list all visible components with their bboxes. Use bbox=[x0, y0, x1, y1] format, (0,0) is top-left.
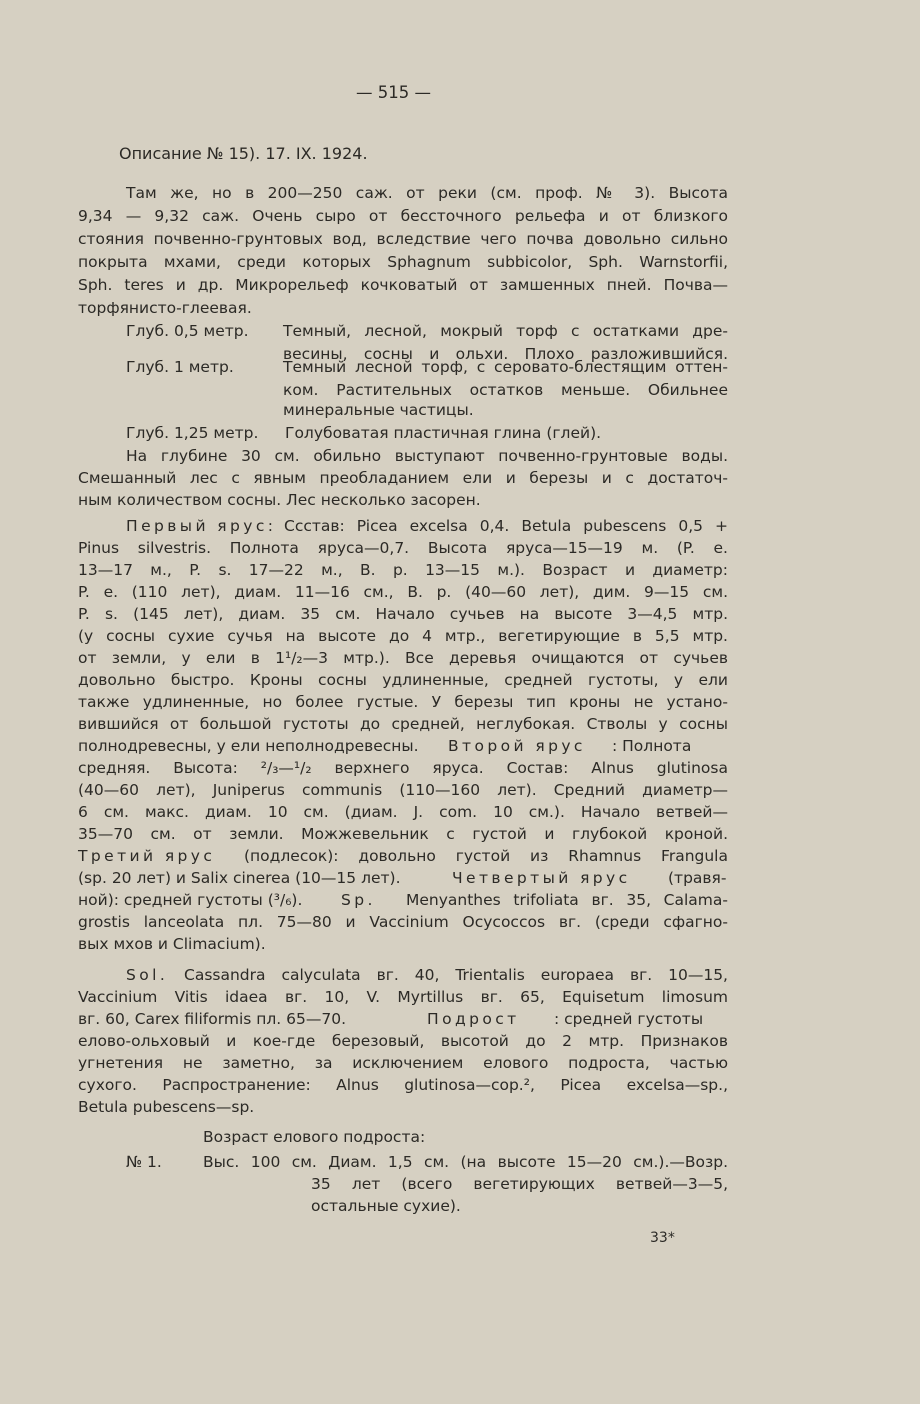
paragraph-line: от земли, у ели в 1¹/₂—3 мтр.). Все деревья очищаются от сучьев bbox=[78, 649, 728, 667]
spaced-term: Первый ярус: bbox=[126, 517, 277, 535]
paragraph-line: : Полнота bbox=[612, 737, 692, 755]
paragraph-line: вившийся от большой густоты до средней, неглубокая. Стволы у сосны bbox=[78, 715, 728, 733]
horizon-description: Голубоватая пластичная глина (глей). bbox=[285, 424, 602, 442]
paragraph-line: Cassandra calyculata вг. 40, Trientalis europaea вг. 10—15, bbox=[184, 966, 728, 984]
page-title: Описание № 15). 17. IX. 1924. bbox=[119, 144, 368, 163]
paragraph-line: ным количеством сосны. Лес несколько засорен. bbox=[78, 491, 481, 509]
spaced-term: Второй ярус bbox=[448, 737, 586, 755]
paragraph-line: средняя. Высота: ²/₃—¹/₂ верхнего яруса. Состав: Alnus glutinosa bbox=[78, 759, 728, 777]
paragraph-line: Pinus silvestris. Полнота яруса—0,7. Высота яруса—15—19 м. (P. e. bbox=[78, 539, 728, 557]
horizon-depth: Глуб. 1 метр. bbox=[126, 358, 234, 376]
spaced-term: Sp. bbox=[341, 891, 376, 909]
paragraph-line: (травя- bbox=[668, 869, 727, 887]
paragraph-line: Ссстав: Picea excelsa 0,4. Betula pubescens 0,5 + bbox=[284, 517, 728, 535]
paragraph-line: P. e. (110 лет), диам. 11—16 см., B. p. (40—60 лет), дим. 9—15 см. bbox=[78, 583, 728, 601]
paragraph-line: ной): средней густоты (³/₆). bbox=[78, 891, 303, 909]
paragraph-line: 6 см. макс. диам. 10 см. (диам. J. com. 10 см.). Начало ветвей— bbox=[78, 803, 728, 821]
paragraph-line: : средней густоты bbox=[554, 1010, 704, 1028]
paragraph-line: угнетения не заметно, за исключением елового подроста, частью bbox=[78, 1054, 728, 1072]
paragraph-line: покрыта мхами, среди которых Sphagnum subbicolor, Sph. Warnstorfii, bbox=[78, 253, 728, 271]
subheading: Возраст елового подроста: bbox=[203, 1128, 426, 1146]
sample-description: остальные сухие). bbox=[311, 1197, 461, 1215]
spaced-term: Подрост bbox=[427, 1010, 520, 1028]
sample-description: 35 лет (всего вегетирующих ветвей—3—5, bbox=[311, 1175, 728, 1193]
paragraph-line: Sph. teres и др. Микрорельеф кочковатый от замшенных пней. Почва— bbox=[78, 276, 728, 294]
horizon-description: ком. Растительных остатков меньше. Обильнее bbox=[283, 381, 728, 399]
paragraph-line: (подлесок): довольно густой из Rhamnus Frangula bbox=[244, 847, 728, 865]
paragraph-line: торфянисто-глеевая. bbox=[78, 299, 252, 317]
paragraph-line: Menyanthes trifoliata вг. 35, Calama- bbox=[406, 891, 728, 909]
horizon-description: Темный лесной торф, с серовато-блестящим оттен- bbox=[283, 358, 728, 376]
horizon-description: Темный, лесной, мокрый торф с остатками дре- bbox=[283, 322, 728, 340]
paragraph-line: 13—17 м., P. s. 17—22 м., B. p. 13—15 м.). Возраст и диаметр: bbox=[78, 561, 728, 579]
paragraph-line: вых мхов и Climacium). bbox=[78, 935, 266, 953]
spaced-term: Sol. bbox=[126, 966, 169, 984]
horizon-depth: Глуб. 1,25 метр. bbox=[126, 424, 259, 442]
paragraph-line: P. s. (145 лет), диам. 35 см. Начало сучьев на высоте 3—4,5 мтр. bbox=[78, 605, 728, 623]
horizon-description: минеральные частицы. bbox=[283, 401, 474, 419]
paragraph-line: Там же, но в 200—250 саж. от реки (см. проф. № 3). Высота bbox=[126, 184, 728, 202]
paragraph-line: сухого. Распространение: Alnus glutinosa—cop.², Picea excelsa—sp., bbox=[78, 1076, 728, 1094]
spaced-term: Четвертый ярус bbox=[452, 869, 631, 887]
page-number: — 515 — bbox=[356, 83, 431, 102]
horizon-description: весины, сосны и ольхи. Плохо разложившийся. bbox=[283, 345, 728, 363]
paragraph-line: Vaccinium Vitis idaea вг. 10, V. Myrtillus вг. 65, Equisetum limosum bbox=[78, 988, 728, 1006]
paragraph-line: елово-ольховый и кое-где березовый, высотой до 2 мтр. Признаков bbox=[78, 1032, 728, 1050]
paragraph-line: полнодревесны, у ели неполнодревесны. bbox=[78, 737, 419, 755]
sample-label: № 1. bbox=[126, 1153, 162, 1171]
footer-signature-mark: 33* bbox=[650, 1230, 675, 1246]
paragraph-line: довольно быстро. Кроны сосны удлиненные, средней густоты, у ели bbox=[78, 671, 728, 689]
paragraph-line: На глубине 30 см. обильно выступают почвенно-грунтовые воды. bbox=[126, 447, 728, 465]
paragraph-line: также удлиненные, но более густые. У березы тип кроны не устано- bbox=[78, 693, 728, 711]
paragraph-line: Betula pubescens—sp. bbox=[78, 1098, 255, 1116]
paragraph-line: стояния почвенно-грунтовых вод, вследствие чего почва довольно сильно bbox=[78, 230, 728, 248]
paragraph-line: 9,34 — 9,32 саж. Очень сыро от бессточного рельефа и от близкого bbox=[78, 207, 728, 225]
paragraph-line: 35—70 см. от земли. Можжевельник с густой и глубокой кроной. bbox=[78, 825, 728, 843]
horizon-depth: Глуб. 0,5 метр. bbox=[126, 322, 249, 340]
paragraph-line: grostis lanceolata пл. 75—80 и Vaccinium Ocycoccos вг. (среди сфагно- bbox=[78, 913, 728, 931]
paragraph-line: (у сосны сухие сучья на высоте до 4 мтр., вегетирующие в 5,5 мтр. bbox=[78, 627, 728, 645]
paragraph-line: Смешанный лес с явным преобладанием ели и березы и с достаточ- bbox=[78, 469, 728, 487]
sample-description: Выс. 100 см. Диам. 1,5 см. (на высоте 15—20 см.).—Возр. bbox=[203, 1153, 728, 1171]
paragraph-line: (40—60 лет), Juniperus communis (110—160 лет). Средний диаметр— bbox=[78, 781, 728, 799]
spaced-term: Третий ярус bbox=[78, 847, 216, 865]
paragraph-line: (sp. 20 лет) и Salix cinerea (10—15 лет). bbox=[78, 869, 401, 887]
paragraph-line: вг. 60, Carex filiformis пл. 65—70. bbox=[78, 1010, 347, 1028]
